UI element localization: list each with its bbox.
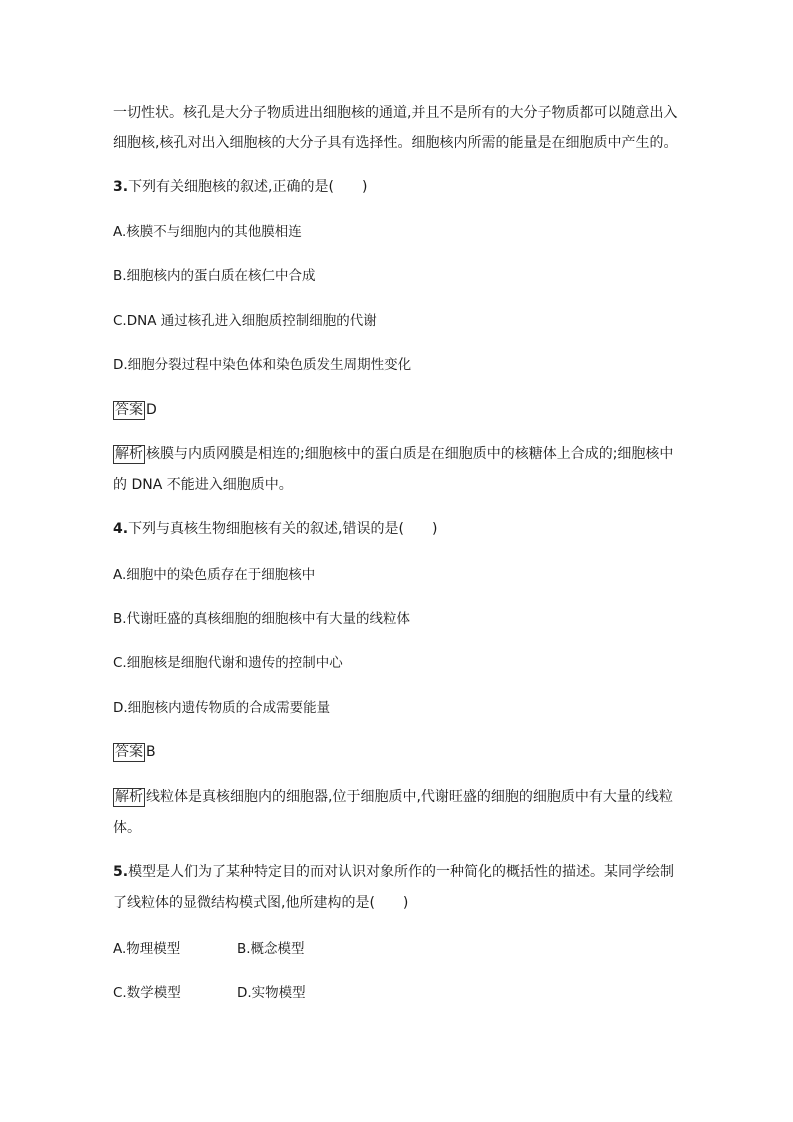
- question-text: 下列有关细胞核的叙述,正确的是( ): [128, 179, 368, 195]
- q3-analysis-line-1: [113, 444, 673, 464]
- analysis-label: 解析: [115, 446, 143, 462]
- q5-option-b: B.概念模型: [237, 941, 305, 957]
- q4-option-c: C.细胞核是细胞代谢和遗传的控制中心: [113, 655, 343, 671]
- analysis-text: 线粒体是真核细胞内的细胞器,位于细胞质中,代谢旺盛的细胞的细胞质中有大量的线粒: [146, 789, 673, 805]
- q5-option-c: C.数学模型: [113, 985, 181, 1001]
- intro-line-2: 细胞核,核孔对出入细胞核的大分子具有选择性。细胞核内所需的能量是在细胞质中产生的。: [113, 135, 678, 151]
- q4-answer: [113, 742, 156, 762]
- q4-option-b: B.代谢旺盛的真核细胞的细胞核中有大量的线粒体: [113, 611, 411, 627]
- answer-label: 答案: [115, 402, 143, 418]
- question-number: 5.: [113, 864, 129, 880]
- q4-analysis-line-1: [113, 787, 673, 807]
- q3-option-c: C.DNA 通过核孔进入细胞质控制细胞的代谢: [113, 313, 377, 329]
- q4-analysis-line-2: 体。: [113, 820, 141, 836]
- answer-value: D: [146, 402, 157, 418]
- analysis-label: 解析: [115, 789, 143, 805]
- question-3-stem: [113, 177, 367, 197]
- question-text: 下列与真核生物细胞核有关的叙述,错误的是( ): [128, 521, 438, 537]
- answer-label: 答案: [115, 744, 143, 760]
- q5-option-a: A.物理模型: [113, 941, 181, 957]
- question-4-stem: [113, 519, 437, 539]
- question-number: 4.: [113, 521, 129, 537]
- q3-option-a: A.核膜不与细胞内的其他膜相连: [113, 224, 302, 240]
- q5-option-d: D.实物模型: [237, 985, 306, 1001]
- q4-option-a: A.细胞中的染色质存在于细胞核中: [113, 567, 316, 583]
- q3-answer: [113, 400, 157, 420]
- question-5-stem-line-1: [113, 862, 674, 882]
- q3-analysis-line-2: 的 DNA 不能进入细胞质中。: [113, 477, 293, 493]
- analysis-text: 核膜与内质网膜是相连的;细胞核中的蛋白质是在细胞质中的核糖体上合成的;细胞核中: [146, 446, 674, 462]
- intro-line-1: 一切性状。核孔是大分子物质进出细胞核的通道,并且不是所有的大分子物质都可以随意出入: [113, 105, 678, 121]
- question-number: 3.: [113, 179, 129, 195]
- q5-options-row-1: [113, 939, 305, 959]
- q5-options-row-2: [113, 983, 306, 1003]
- q4-option-d: D.细胞核内遗传物质的合成需要能量: [113, 700, 331, 716]
- q3-option-b: B.细胞核内的蛋白质在核仁中合成: [113, 268, 316, 284]
- question-text: 模型是人们为了某种特定目的而对认识对象所作的一种简化的概括性的描述。某同学绘制: [128, 864, 675, 880]
- q3-option-d: D.细胞分裂过程中染色体和染色质发生周期性变化: [113, 357, 412, 373]
- question-5-stem-line-2: 了线粒体的显微结构模式图,他所建构的是( ): [113, 895, 409, 911]
- answer-value: B: [146, 744, 156, 760]
